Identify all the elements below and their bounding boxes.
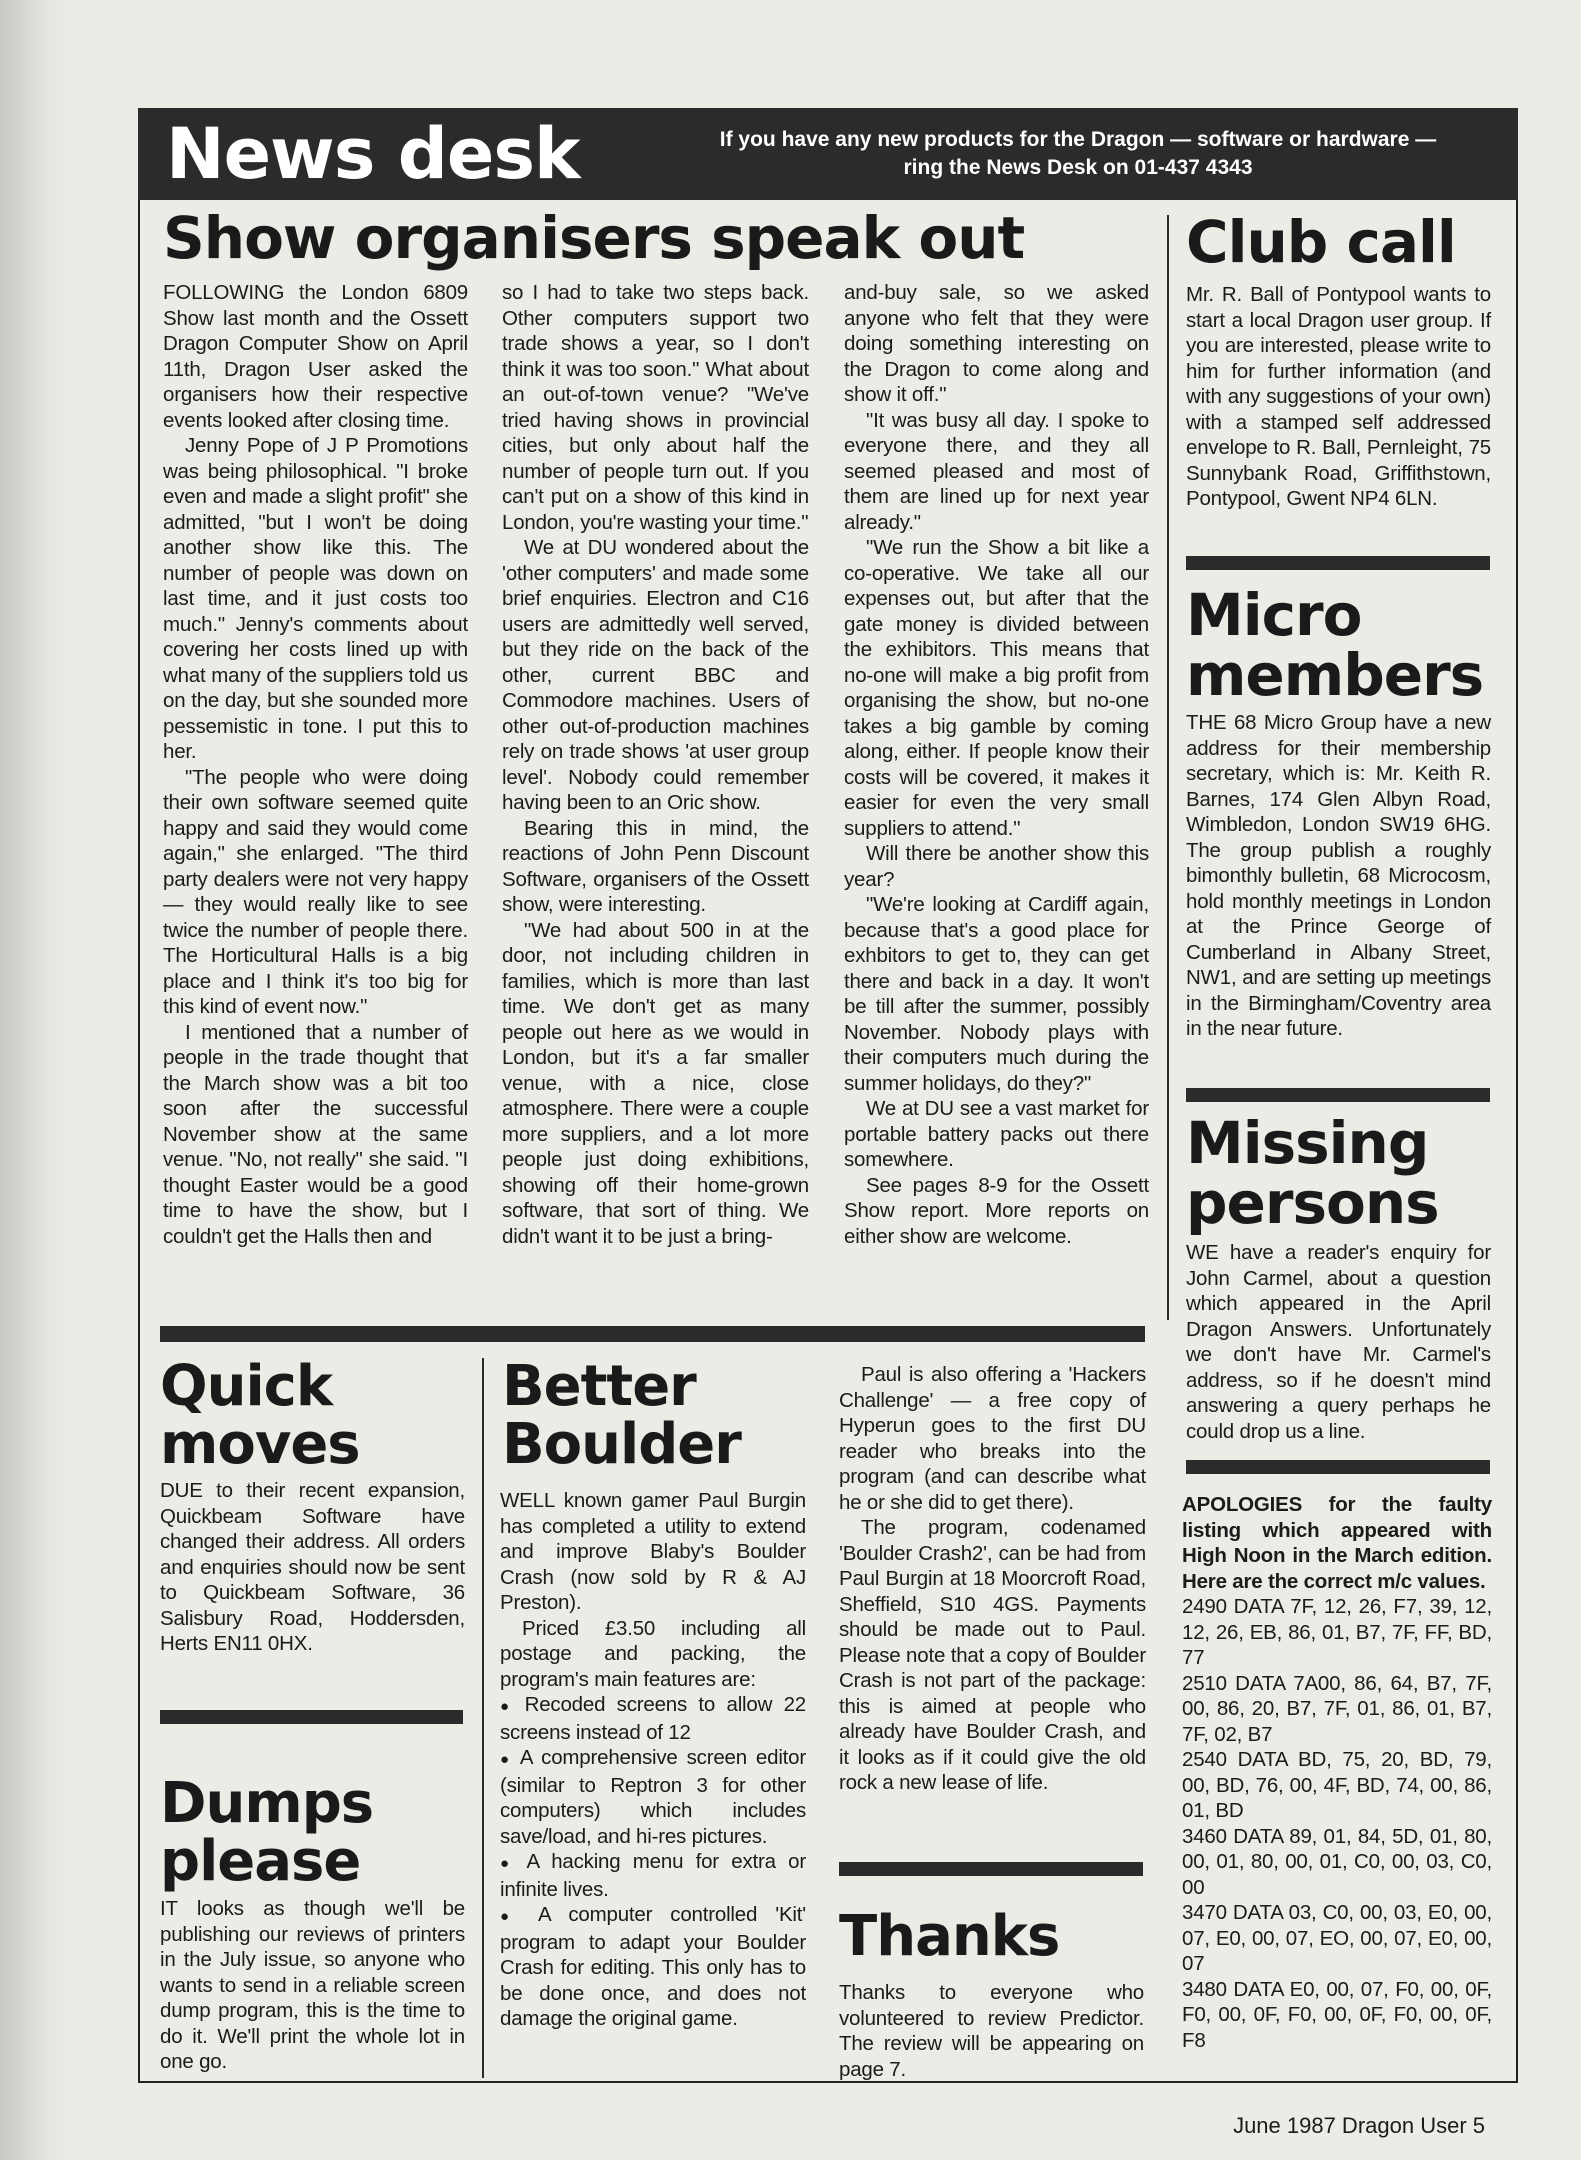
- paragraph: Jenny Pope of J P Promotions was being philosophical. "I broke even and made a slight profit" she admitted, "but I won't be doing another show like this. The number of people was down on last time, and it just costs too much." Jenny's comments about covering her costs lined up with what many of the suppliers told us on the day, but she sounded more pessemistic in tone. I put this to her.: [163, 434, 468, 763]
- section-rule: [1186, 1088, 1490, 1102]
- micro-members-text: THE 68 Micro Group have a new address for their membership secretary, which is: Mr. Keith R. Barnes, 174 Glen Albyn Road, Wimbledon, London SW19 6HG. The group publish a roughly bimonthly bulletin, 68 Microcosm, hold monthly meetings in London at the Prince George of Cumberland in Albany Street, NW1, and are setting up meetings in the Birmingham/Coventry area in the near future.: [1186, 711, 1491, 1040]
- headline-line: please: [160, 1829, 361, 1894]
- paragraph: We at DU see a vast market for portable battery packs out there somewhere.: [844, 1097, 1149, 1171]
- banner-note: [658, 126, 1498, 182]
- paragraph: FOLLOWING the London 6809 Show last month and the Ossett Dragon Computer Show on April 11th, Dragon User asked the organisers how their respective events looked after closing time.: [163, 281, 468, 432]
- headline-line: Micro: [1186, 581, 1362, 649]
- paragraph: See pages 8-9 for the Ossett Show report. More reports on either show are welcome.: [844, 1173, 1149, 1248]
- banner-note-line2: ring the News Desk on 01-437 4343: [903, 156, 1253, 179]
- headline-line: Boulder: [502, 1412, 741, 1477]
- thanks-text: Thanks to everyone who volunteered to review Predictor. The review will be appearing on page 7.: [839, 1981, 1144, 2081]
- section-rule: [160, 1326, 1145, 1342]
- paragraph: I mentioned that a number of people in the trade thought that the March show was a bit too soon after the successful November show at the same venue. "No, not really" she said. "I thought Easter would be a good time to have the show, but I couldn't get the Halls then and: [163, 1020, 468, 1248]
- paragraph: "We're looking at Cardiff again, because that's a good place for exhbitors to get to, they can get there and back in a day. It won't be till after the summer, possibly November. Nobody plays with their computers much during the summer holidays, do they?": [844, 893, 1149, 1095]
- feature-bullet: ● Recoded screens to allow 22 screens instead of 12: [500, 1692, 806, 1745]
- headline-line: Quick: [160, 1354, 333, 1419]
- paragraph: "We run the Show a bit like a co-operative. We take all our expenses out, but after that the gate money is divided between the exhibitors. This means that no-one will make a big profit from organising the show, but no-one takes a big gamble by coming along, either. If people know their costs will be covered, it makes it easier for even the very small suppliers to attend.": [844, 536, 1149, 840]
- data-line: 3480 DATA E0, 00, 07, F0, 00, 0F, F0, 00, 0F, F0, 00, 0F, F0, 00, 0F, F8: [1182, 1977, 1492, 2052]
- banner-note-line1: If you have any new products for the Dragon — software or hardware —: [719, 128, 1437, 151]
- feature-bullet: ● A computer controlled 'Kit' program to adapt your Boulder Crash for editing. This only has to be done once, and does not damage the original game.: [500, 1902, 806, 2032]
- paragraph: Paul is also offering a 'Hackers Challenge' — a free copy of Hyperun goes to the first DU reader who breaks into the program (and can describe what he or she did to get there).: [839, 1363, 1146, 1514]
- better-boulder-col2: [839, 1362, 1146, 1796]
- paragraph: The program, codenamed 'Boulder Crash2', can be had from Paul Burgin at 18 Moorcroft Road, Sheffield, S10 4GS. Payments should be made out to Paul. Please note that a copy of Boulder Crash is not part of the package: this is aimed at people who already have Boulder Crash, and it looks as if it could give the old rock a new lease of life.: [839, 1516, 1146, 1794]
- section-rule: [839, 1862, 1143, 1876]
- missing-persons-text: WE have a reader's enquiry for John Carmel, about a question which appeared in the April Dragon Answers. Unfortunately we don't have Mr. Carmel's address, so if he doesn't mind answering a query perhaps he could drop us a line.: [1186, 1241, 1491, 1443]
- paragraph: so I had to take two steps back. Other computers support two trade shows a year, so I don't think it was too soon." What about an out-of-town venue? "We've tried having shows in provincial cities, but only about half the number of people turn out. If you can't put on a show of this kind in London, you're wasting your time.": [502, 281, 809, 534]
- headline-line: members: [1186, 641, 1484, 709]
- micro-members-headline: [1186, 581, 1484, 709]
- feature-bullet: ● A hacking menu for extra or infinite lives.: [500, 1849, 806, 1902]
- thanks-headline: Thanks: [839, 1904, 1060, 1969]
- data-line: 2540 DATA BD, 75, 20, BD, 79, 00, BD, 76, 00, 4F, BD, 74, 00, 86, 01, BD: [1182, 1748, 1492, 1822]
- paragraph: We at DU wondered about the 'other computers' and made some brief enquiries. Electron and C16 users are admittedly well served, but they ride on the back of the other, current BBC and Commodore machines. Users of other out-of-production machines rely on trade shows 'at user group level'. Nobody could remember having been to an Oric show.: [502, 536, 809, 814]
- section-rule: [160, 1710, 463, 1724]
- paragraph: and-buy sale, so we asked anyone who felt that they were doing something interesting on the Dragon to come along and show it off.": [844, 281, 1149, 406]
- club-call-text: Mr. R. Ball of Pontypool wants to start a local Dragon user group. If you are interested, please write to him for further information (and with any suggestions of your own) with a stamped self addressed envelope to R. Ball, Pernleight, 75 Sunnybank Road, Griffithstown, Pontypool, Gwent NP4 6LN.: [1186, 283, 1491, 510]
- page-binding-shadow: [0, 0, 70, 2160]
- show-article-col2: [502, 280, 809, 1249]
- news-desk-banner: [138, 108, 1518, 200]
- data-line: 3470 DATA 03, C0, 00, 03, E0, 00, 07, E0, 00, 07, EO, 00, 07, E0, 00, 07: [1182, 1901, 1492, 1975]
- paragraph: "It was busy all day. I spoke to everyone there, and they all seemed pleased and most of them are lined up for next year already.": [844, 408, 1149, 534]
- page-footer: June 1987 Dragon User 5: [1233, 2113, 1485, 2138]
- feature-bullet: ● A comprehensive screen editor (similar to Reptron 3 for other computers) which includes save/load, and hi-res pictures.: [500, 1745, 806, 1849]
- data-line: 2510 DATA 7A00, 86, 64, B7, 7F, 00, 86, 20, B7, 7F, 01, 86, 01, B7, 7F, 02, B7: [1182, 1671, 1492, 1746]
- column-divider: [482, 1358, 484, 2078]
- headline-line: Better: [502, 1354, 696, 1419]
- quick-moves-headline: [160, 1354, 360, 1477]
- paragraph: WELL known gamer Paul Burgin has completed a utility to extend and improve Blaby's Boulder Crash (now sold by R & AJ Preston).: [500, 1489, 806, 1614]
- paragraph: Will there be another show this year?: [844, 842, 1149, 891]
- paragraph: "We had about 500 in at the door, not including children in families, which is more than last time. We don't get as many people out here as we would in London, but it's a far smaller venue, with a nice, close atmosphere. There were a couple more suppliers, and a lot more people just doing exhibitions, showing off their home-grown software, that sort of thing. We didn't want it to be just a bring-: [502, 918, 809, 1248]
- section-rule: [1186, 556, 1490, 570]
- club-call-headline: Club call: [1186, 208, 1456, 276]
- quick-moves-text: DUE to their recent expansion, Quickbeam Software have changed their address. All orders and enquiries should now be sent to Quickbeam Software, 36 Salisbury Road, Hoddersden, Herts EN11 0HX.: [160, 1479, 465, 1655]
- paragraph: "The people who were doing their own software seemed quite happy and said they would come again," she enlarged. "The third party dealers were not very happy — they would really like to see twice the number of people there. The Horticultural Halls is a big place and I think it's too big for this kind of event now.": [163, 765, 468, 1018]
- headline-line: Missing: [1186, 1109, 1429, 1177]
- headline-line: Dumps: [160, 1771, 374, 1836]
- section-rule: [1186, 1460, 1490, 1474]
- show-article-headline: Show organisers speak out: [163, 204, 1025, 272]
- better-boulder-headline: [502, 1354, 741, 1477]
- show-article-col1: [163, 280, 468, 1249]
- show-article-col3: [844, 280, 1149, 1249]
- dumps-please-headline: [160, 1771, 374, 1894]
- dumps-please-text: IT looks as though we'll be publishing our reviews of printers in the July issue, so anyone who wants to send in a reliable screen dump program, this is the time to do it. We'll print the whole lot in one go.: [160, 1897, 465, 2073]
- better-boulder-col1: [500, 1488, 806, 2032]
- headline-line: moves: [160, 1412, 360, 1477]
- column-divider: [1167, 215, 1169, 1320]
- paragraph: Priced £3.50 including all postage and packing, the program's main features are:: [500, 1616, 806, 1691]
- apologies-box: [1182, 1492, 1492, 2053]
- paragraph: Bearing this in mind, the reactions of John Penn Discount Software, organisers of the Ossett show, were interesting.: [502, 816, 809, 916]
- missing-persons-headline: [1186, 1109, 1439, 1237]
- headline-line: persons: [1186, 1169, 1439, 1237]
- apologies-intro: APOLOGIES for the faulty listing which appeared with High Noon in the March edition. Here are the correct m/c values.: [1182, 1493, 1492, 1593]
- data-line: 3460 DATA 89, 01, 84, 5D, 01, 80, 00, 01, 80, 00, 01, C0, 00, 03, C0, 00: [1182, 1824, 1492, 1899]
- section-title: News desk: [166, 113, 580, 195]
- data-line: 2490 DATA 7F, 12, 26, F7, 39, 12, 12, 26, EB, 86, 01, B7, 7F, FF, BD, 77: [1182, 1595, 1492, 1669]
